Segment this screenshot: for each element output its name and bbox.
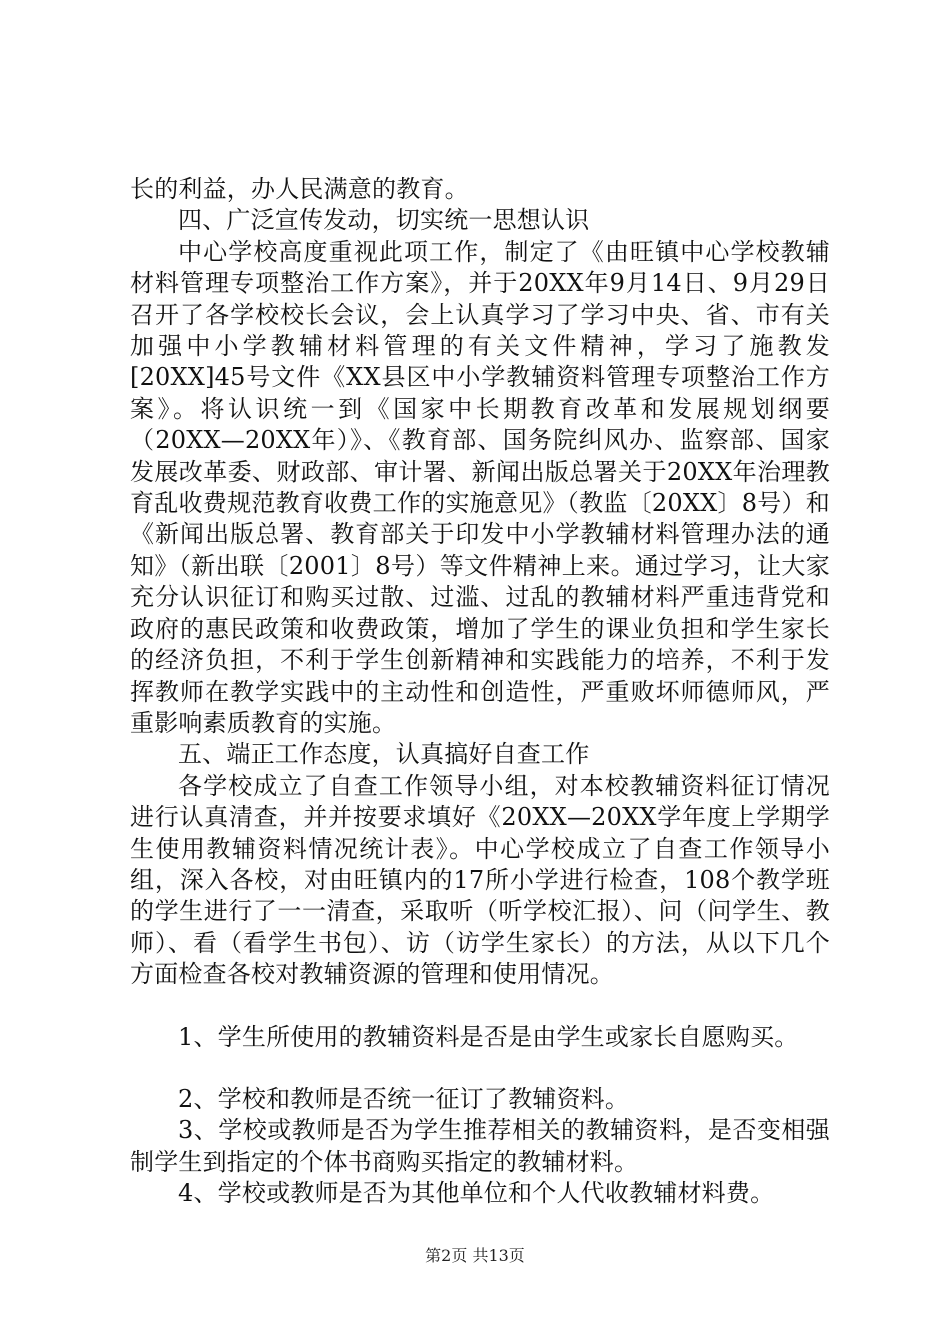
paragraph-publicity: 中心学校高度重视此项工作，制定了《由旺镇中心学校教辅材料管理专项整治工作方案》，并于20XX年9月14日、9月29日召开了各学校校长会议，会上认真学习了学习中央、省、市有关加强中小学教辅材料管理的有关文件精神，学习了施教发[20XX]45号文件《XX县区中小学教辅资料管理专项整治工作方案》。将认识统一到《国家中长期教育改革和发展规划纲要（20XX—20XX年）》、《教育部、国务院纠风办、监察部、国家发展改革委、财政部、审计署、新闻出版总署关于20XX年治理教育乱收费规范教育收费工作的实施意见》（教监〔20XX〕8号）和《新闻出版总署、教育部关于印发中小学教辅材料管理办法的通知》（新出联〔2001〕8号）等文件精神上来。通过学习，让大家充分认识征订和购买过散、过滥、过乱的教辅材料严重违背党和政府的惠民政策和收费政策，增加了学生的课业负担和学生家长的经济负担，不利于学生创新精神和实践能力的培养，不利于发挥教师在教学实践中的主动性和创造性，严重败坏师德师风，严重影响素质教育的实施。 — [130, 237, 830, 737]
section-heading-four: 四、广泛宣传发动，切实统一思想认识 — [178, 206, 590, 235]
list-item-3: 3、学校或教师是否为学生推荐相关的教辅资料，是否变相强制学生到指定的个体书商购买指定的教辅材料。 — [130, 1116, 830, 1176]
section-heading-five: 五、端正工作态度，认真搞好自查工作 — [178, 740, 590, 769]
paragraph-self-inspection: 各学校成立了自查工作领导小组，对本校教辅资料征订情况进行认真清查，并并按要求填好《20XX—20XX学年度上学期学生使用教辅资料情况统计表》。中心学校成立了自查工作领导小组，深入各校，对由旺镇内的17所小学进行检查，108个教学班的学生进行了一一清查，采取听（听学校汇报）、问（问学生、教师）、看（看学生书包）、访（访学生家长）的方法，从以下几个方面检查各校对教辅资源的管理和使用情况。 — [130, 771, 830, 989]
list-item-2: 2、学校和教师是否统一征订了教辅资料。 — [178, 1084, 630, 1113]
page-number-footer: 第2页 共13页 — [425, 1246, 525, 1265]
list-item-4: 4、学校或教师是否为其他单位和个人代收教辅材料费。 — [178, 1179, 775, 1208]
paragraph-continuation: 长的利益，办人民满意的教育。 — [130, 175, 469, 203]
document-body — [130, 174, 830, 1210]
list-item-1: 1、学生所使用的教辅资料是否是由学生或家长自愿购买。 — [178, 1022, 799, 1051]
